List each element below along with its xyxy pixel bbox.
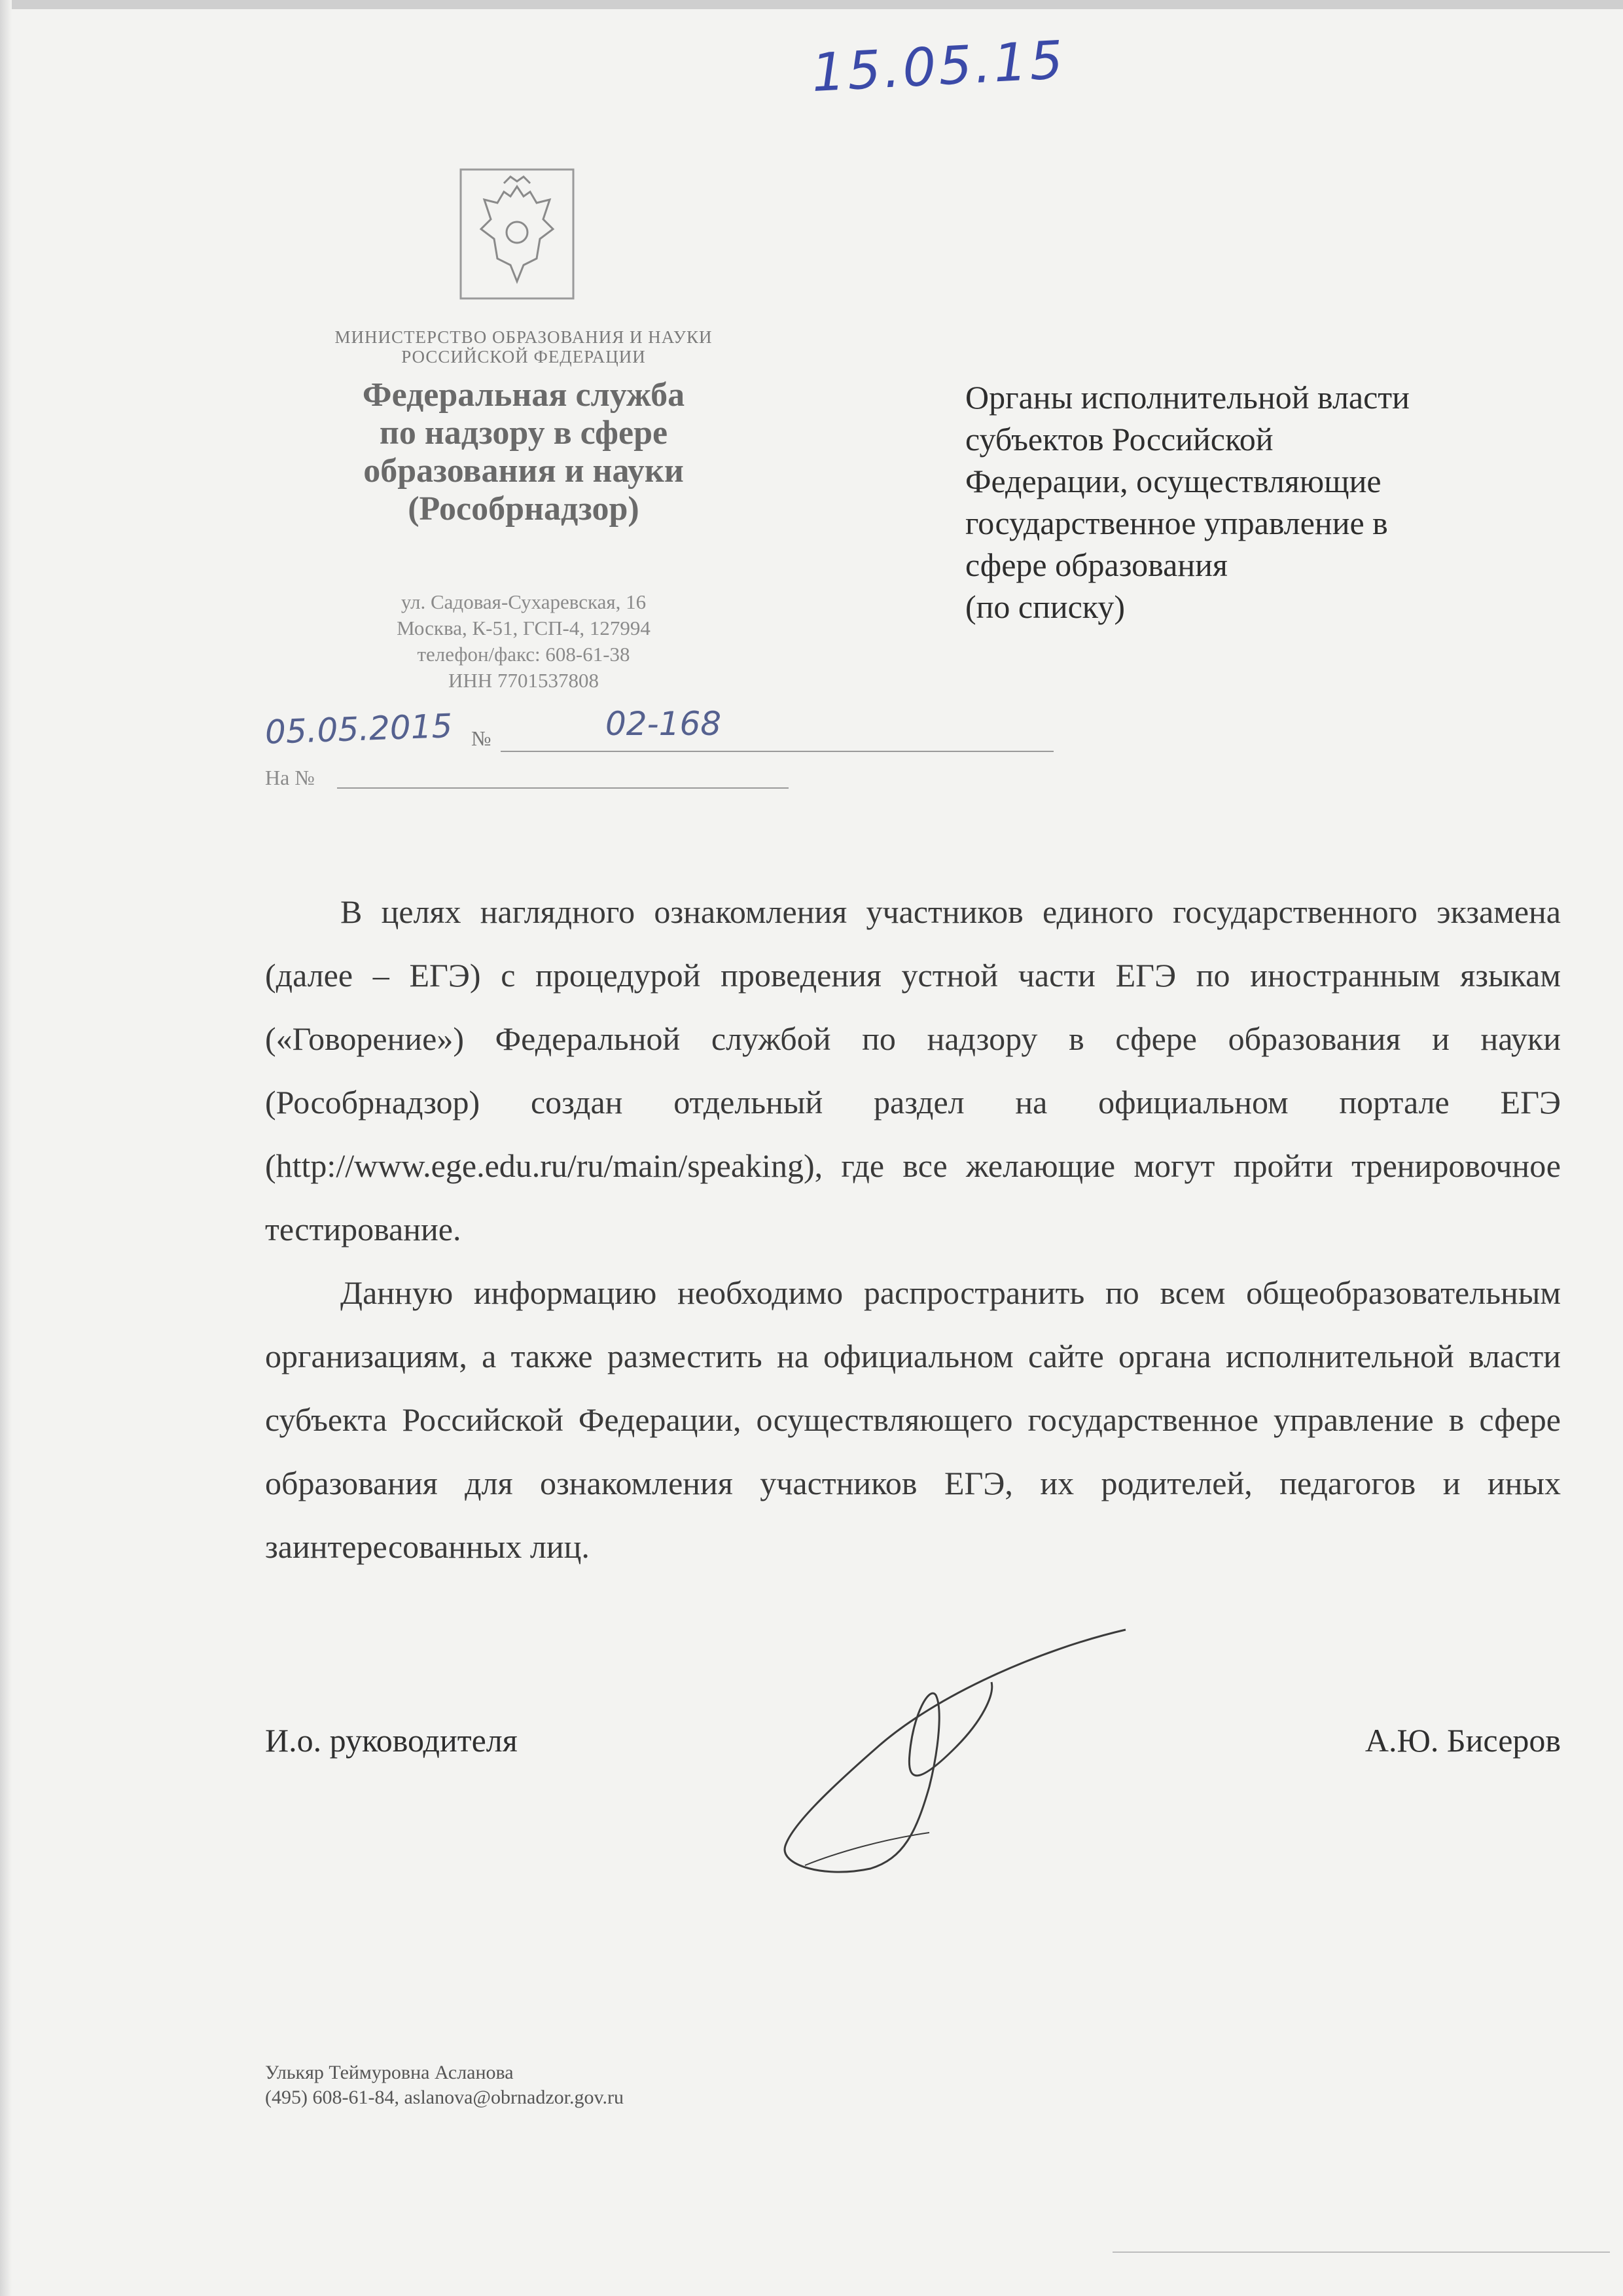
reply-to-label: На № xyxy=(265,766,315,789)
body-paragraph: В целях наглядного ознакомления участников единого государственного экзамена (далее – ЕГЭ) с процедурой проведения устной части ЕГЭ по иностранным языкам («Говорение») Федеральной службой по надзору в сфере образования и науки (Рособрнадзор) создан отдельный раздел на официальном портале ЕГЭ (http://www.ege.edu.ru/ru/main/speaking), где все желающие могут пройти тренировочное тестирование. xyxy=(265,893,1561,1247)
service-line: по надзору в сфере xyxy=(379,414,668,452)
body-paragraph: Данную информацию необходимо распространить по всем общеобразовательным организациям, а также разместить на официальном сайте органа исполнительной власти субъекта Российской Федерации, осуществляющего государственное управление в сфере образования для ознакомления участников ЕГЭ, их родителей, педагогов и иных заинтересованных лиц. xyxy=(265,1274,1561,1565)
addressee-line: Федерации, осуществляющие xyxy=(965,463,1382,499)
signatory-position: И.о. руководителя xyxy=(265,1722,518,1759)
service-line: Федеральная служба xyxy=(362,376,685,414)
registration-number: 02-168 xyxy=(605,705,722,743)
ministry-line: РОССИЙСКОЙ ФЕДЕРАЦИИ xyxy=(401,347,646,367)
executor-contact: (495) 608-61-84, aslanova@obrnadzor.gov.ru xyxy=(265,2087,624,2108)
registration-line xyxy=(264,705,789,751)
scan-left-edge xyxy=(0,0,12,2296)
scan-top-edge xyxy=(0,0,1623,9)
executor-info xyxy=(265,2060,624,2110)
registration-date: 05.05.2015 xyxy=(264,707,454,751)
letter-body xyxy=(265,880,1561,1579)
addressee-block xyxy=(965,376,1554,628)
coat-of-arms-icon xyxy=(458,167,576,301)
addressee-line: (по списку) xyxy=(965,588,1126,625)
reply-to-underline xyxy=(337,787,789,789)
ministry-line: МИНИСТЕРСТВО ОБРАЗОВАНИЯ И НАУКИ xyxy=(334,327,713,347)
addressee-line: сфере образования xyxy=(965,547,1228,583)
address-line: ИНН 7701537808 xyxy=(448,669,599,692)
sender-address xyxy=(294,589,753,694)
handwritten-date: 15.05.15 xyxy=(810,29,1067,104)
executor-name: Улькяр Теймуровна Асланова xyxy=(265,2062,514,2083)
registration-number-label: № xyxy=(471,726,491,750)
service-line: образования и науки xyxy=(363,452,684,490)
ministry-name xyxy=(262,327,785,367)
service-name xyxy=(262,376,785,528)
address-line: Москва, К-51, ГСП-4, 127994 xyxy=(397,617,651,639)
addressee-line: государственное управление в xyxy=(965,505,1388,541)
addressee-line: Органы исполнительной власти xyxy=(965,379,1410,416)
address-line: ул. Садовая-Сухаревская, 16 xyxy=(401,590,647,613)
footer-rule xyxy=(1113,2251,1610,2253)
service-line: (Рособрнадзор) xyxy=(408,490,639,528)
addressee-line: субъектов Российской xyxy=(965,421,1274,457)
registration-underline xyxy=(501,751,1054,752)
signatory-name: А.Ю. Бисеров xyxy=(1364,1722,1561,1759)
handwritten-signature xyxy=(766,1617,1145,1905)
address-line: телефон/факс: 608-61-38 xyxy=(417,643,630,666)
